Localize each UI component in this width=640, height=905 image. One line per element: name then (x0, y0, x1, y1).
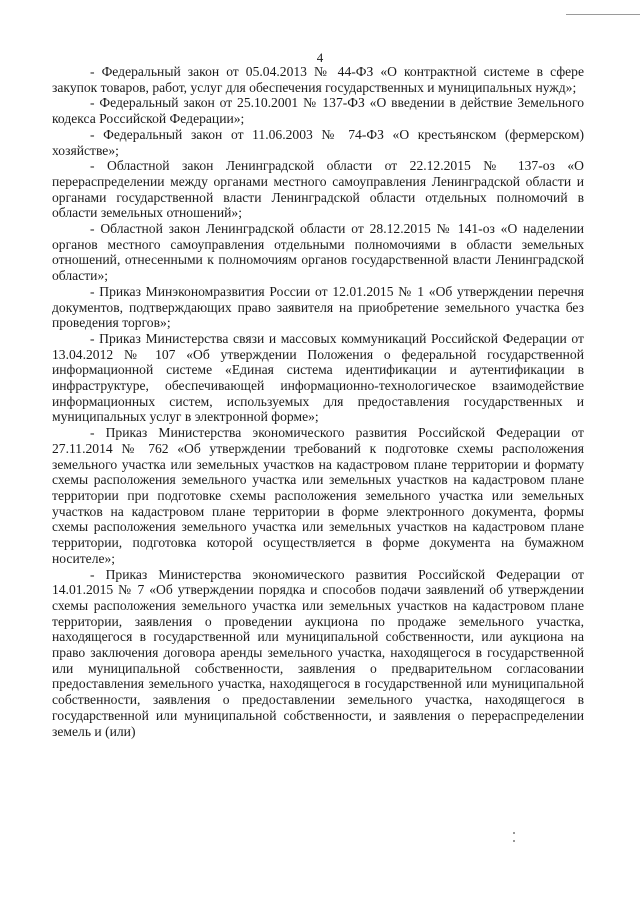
order-item-minecon-1: - Приказ Минэкономразвития России от 12.01.2015 № 1 «Об утверждении перечня документов, подтверждающих право заявителя на приобретение земельного участка без проведения торгов»; (52, 283, 584, 331)
law-item-74fz: - Федеральный закон от 11.06.2003 № 74-ФЗ «О крестьянском (фермерском) хозяйстве»; (52, 126, 584, 158)
law-item-137oz: - Областной закон Ленинградской области от 22.12.2015 № 137-оз «О перераспределении между органами местного самоуправления Ленинградской области и органами государственной власти Ленинградской области отдельных полномочий в области земельных отношений»; (52, 158, 584, 221)
scan-speck (513, 840, 515, 842)
order-item-minecon-7: - Приказ Министерства экономического развития Российской Федерации от 14.01.2015 № 7 «Об утверждении порядка и способов подачи заявлений об утверждении схемы расположения земельного участка или земельных участков на кадастровом плане территории, заявления о проведении аукциона по продаже земельного участка, находящегося в государственной или муниципальной собственности, или аукциона на право заключения договора аренды земельного участка, находящегося в государственной или муниципальной собственности, заявления о предварительном согласовании предоставления земельного участка, находящегося в государственной или муниципальной собственности, заявления о предоставлении земельного участка, находящегося в государственной или муниципальной собственности, и заявления о перераспределении земель и (или) (52, 566, 584, 739)
scan-edge-line (566, 14, 640, 15)
law-item-137fz: - Федеральный закон от 25.10.2001 № 137-ФЗ «О введении в действие Земельного кодекса Российской Федерации»; (52, 95, 584, 127)
document-body (52, 64, 584, 739)
page-number: 4 (316, 50, 324, 65)
law-item-44fz: - Федеральный закон от 05.04.2013 № 44-ФЗ «О контрактной системе в сфере закупок товаров, работ, услуг для обеспечения государственных и муниципальных нужд»; (52, 64, 584, 95)
order-item-minecon-762: - Приказ Министерства экономического развития Российской Федерации от 27.11.2014 № 762 «Об утверждении требований к подготовке схемы расположения земельного участка или земельных участков на кадастровом плане территории и формату схемы расположения земельного участка или земельных участков на кадастровом плане территории при подготовке схемы расположения земельного участка или земельных участков на кадастровом плане территории в форме электронного документа, формы схемы расположения земельного участка или земельных участков на кадастровом плане территории, подготовка которой осуществляется в форме документа на бумажном носителе»; (52, 425, 584, 566)
scan-speck (513, 832, 515, 834)
law-item-141oz: - Областной закон Ленинградской области от 28.12.2015 № 141-оз «О наделении органов местного самоуправления отдельными полномочиями в области земельных отношений, отнесенными к полномочиям органов государственной власти Ленинградской области»; (52, 221, 584, 284)
order-item-minsvyaz-107: - Приказ Министерства связи и массовых коммуникаций Российской Федерации от 13.04.2012 № 107 «Об утверждении Положения о федеральной государственной информационной системе «Единая система идентификации и аутентификации в инфраструктуре, обеспечивающей информационно-технологическое взаимодействие информационных систем, используемых для предоставления государственных и муниципальных услуг в электронной форме»; (52, 330, 584, 425)
